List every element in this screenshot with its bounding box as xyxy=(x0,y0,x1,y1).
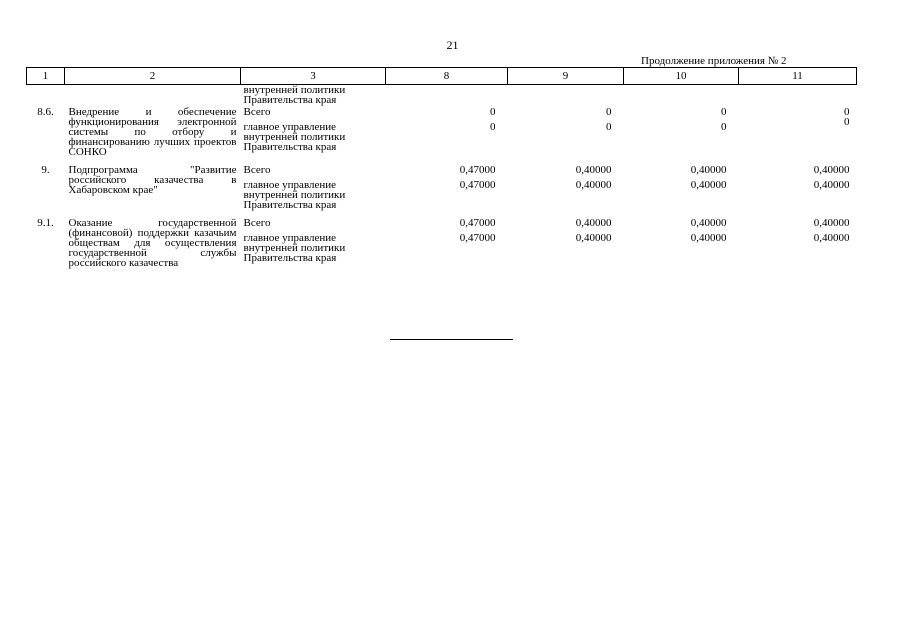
value-total: 0,40000 xyxy=(690,217,727,229)
value-total: 0 xyxy=(721,106,727,118)
value-total: 0,47000 xyxy=(459,217,496,229)
value-agency: 0,40000 xyxy=(690,232,727,244)
executor-total: Всего xyxy=(243,217,271,229)
value-col-9 xyxy=(508,105,624,157)
value-total: 0,40000 xyxy=(813,217,850,229)
row-name: Оказание государственной (финансовой) поддержки казачьим обществам для осуществления государственной службы российского казачества xyxy=(68,217,237,269)
column-header-9: 9 xyxy=(508,68,624,85)
table-header-row xyxy=(27,68,857,85)
column-header-1: 1 xyxy=(27,68,65,85)
value-agency: 0,47000 xyxy=(459,232,496,244)
table-row xyxy=(27,105,857,157)
row-number: 9. xyxy=(41,164,50,176)
value-total: 0,40000 xyxy=(575,217,612,229)
value-agency: 0,40000 xyxy=(575,179,612,191)
value-col-8 xyxy=(386,163,508,210)
row-number: 8.6. xyxy=(37,106,54,118)
value-agency: 0,40000 xyxy=(690,179,727,191)
value-agency: 0 xyxy=(606,121,612,133)
executor-agency: Правительства края xyxy=(243,199,337,211)
value-agency: 0 xyxy=(721,121,727,133)
row-executors xyxy=(241,105,386,157)
value-col-9 xyxy=(508,216,624,268)
executor-agency: Правительства края xyxy=(243,252,337,264)
carryover-line: внутренней политики xyxy=(243,84,346,96)
row-number: 9.1. xyxy=(37,217,54,229)
value-agency: 0 xyxy=(844,116,850,128)
carryover-row xyxy=(27,85,857,106)
value-total: 0 xyxy=(606,106,612,118)
value-total: 0 xyxy=(490,106,496,118)
executor-agency: внутренней политики xyxy=(243,189,346,201)
value-col-11 xyxy=(739,105,857,157)
value-col-9 xyxy=(508,163,624,210)
value-col-11 xyxy=(739,163,857,210)
value-col-8 xyxy=(386,105,508,157)
value-total: 0,40000 xyxy=(575,164,612,176)
carryover-line: Правительства края xyxy=(243,94,337,106)
value-col-10 xyxy=(624,163,739,210)
row-executors xyxy=(241,163,386,210)
column-header-8: 8 xyxy=(386,68,508,85)
value-agency: 0 xyxy=(490,121,496,133)
executor-agency: главное управление xyxy=(243,232,337,244)
executor-agency: внутренней политики xyxy=(243,242,346,254)
value-total: 0,40000 xyxy=(690,164,727,176)
value-col-10 xyxy=(624,105,739,157)
appendix-continuation-label: Продолжение приложения № 2 xyxy=(641,55,787,67)
appendix-table xyxy=(26,67,857,268)
column-header-11: 11 xyxy=(739,68,857,85)
value-col-11 xyxy=(739,216,857,268)
value-agency: 0,47000 xyxy=(459,179,496,191)
executor-total: Всего xyxy=(243,164,271,176)
end-of-document-rule xyxy=(390,339,513,340)
page-number: 21 xyxy=(446,38,459,52)
row-executors xyxy=(241,216,386,268)
table-row xyxy=(27,216,857,268)
executor-total: Всего xyxy=(243,106,271,118)
row-name: Внедрение и обеспечение функционирования электронной системы по отбору и финансированию лучших проектов СОНКО xyxy=(68,106,237,158)
column-header-3: 3 xyxy=(241,68,386,85)
value-col-8 xyxy=(386,216,508,268)
value-agency: 0,40000 xyxy=(575,232,612,244)
executor-agency: главное управление xyxy=(243,121,337,133)
column-header-10: 10 xyxy=(624,68,739,85)
executor-agency: главное управление xyxy=(243,179,337,191)
row-name: Подпрограмма "Развитие российского казачества в Хабаровском крае" xyxy=(68,164,237,196)
value-agency: 0,40000 xyxy=(813,232,850,244)
value-total: 0,40000 xyxy=(813,164,850,176)
executor-agency: внутренней политики xyxy=(243,131,346,143)
value-col-10 xyxy=(624,216,739,268)
value-total: 0 xyxy=(844,106,850,118)
executor-agency: Правительства края xyxy=(243,141,337,153)
value-agency: 0,40000 xyxy=(813,179,850,191)
column-header-2: 2 xyxy=(65,68,241,85)
table-row xyxy=(27,163,857,210)
value-total: 0,47000 xyxy=(459,164,496,176)
